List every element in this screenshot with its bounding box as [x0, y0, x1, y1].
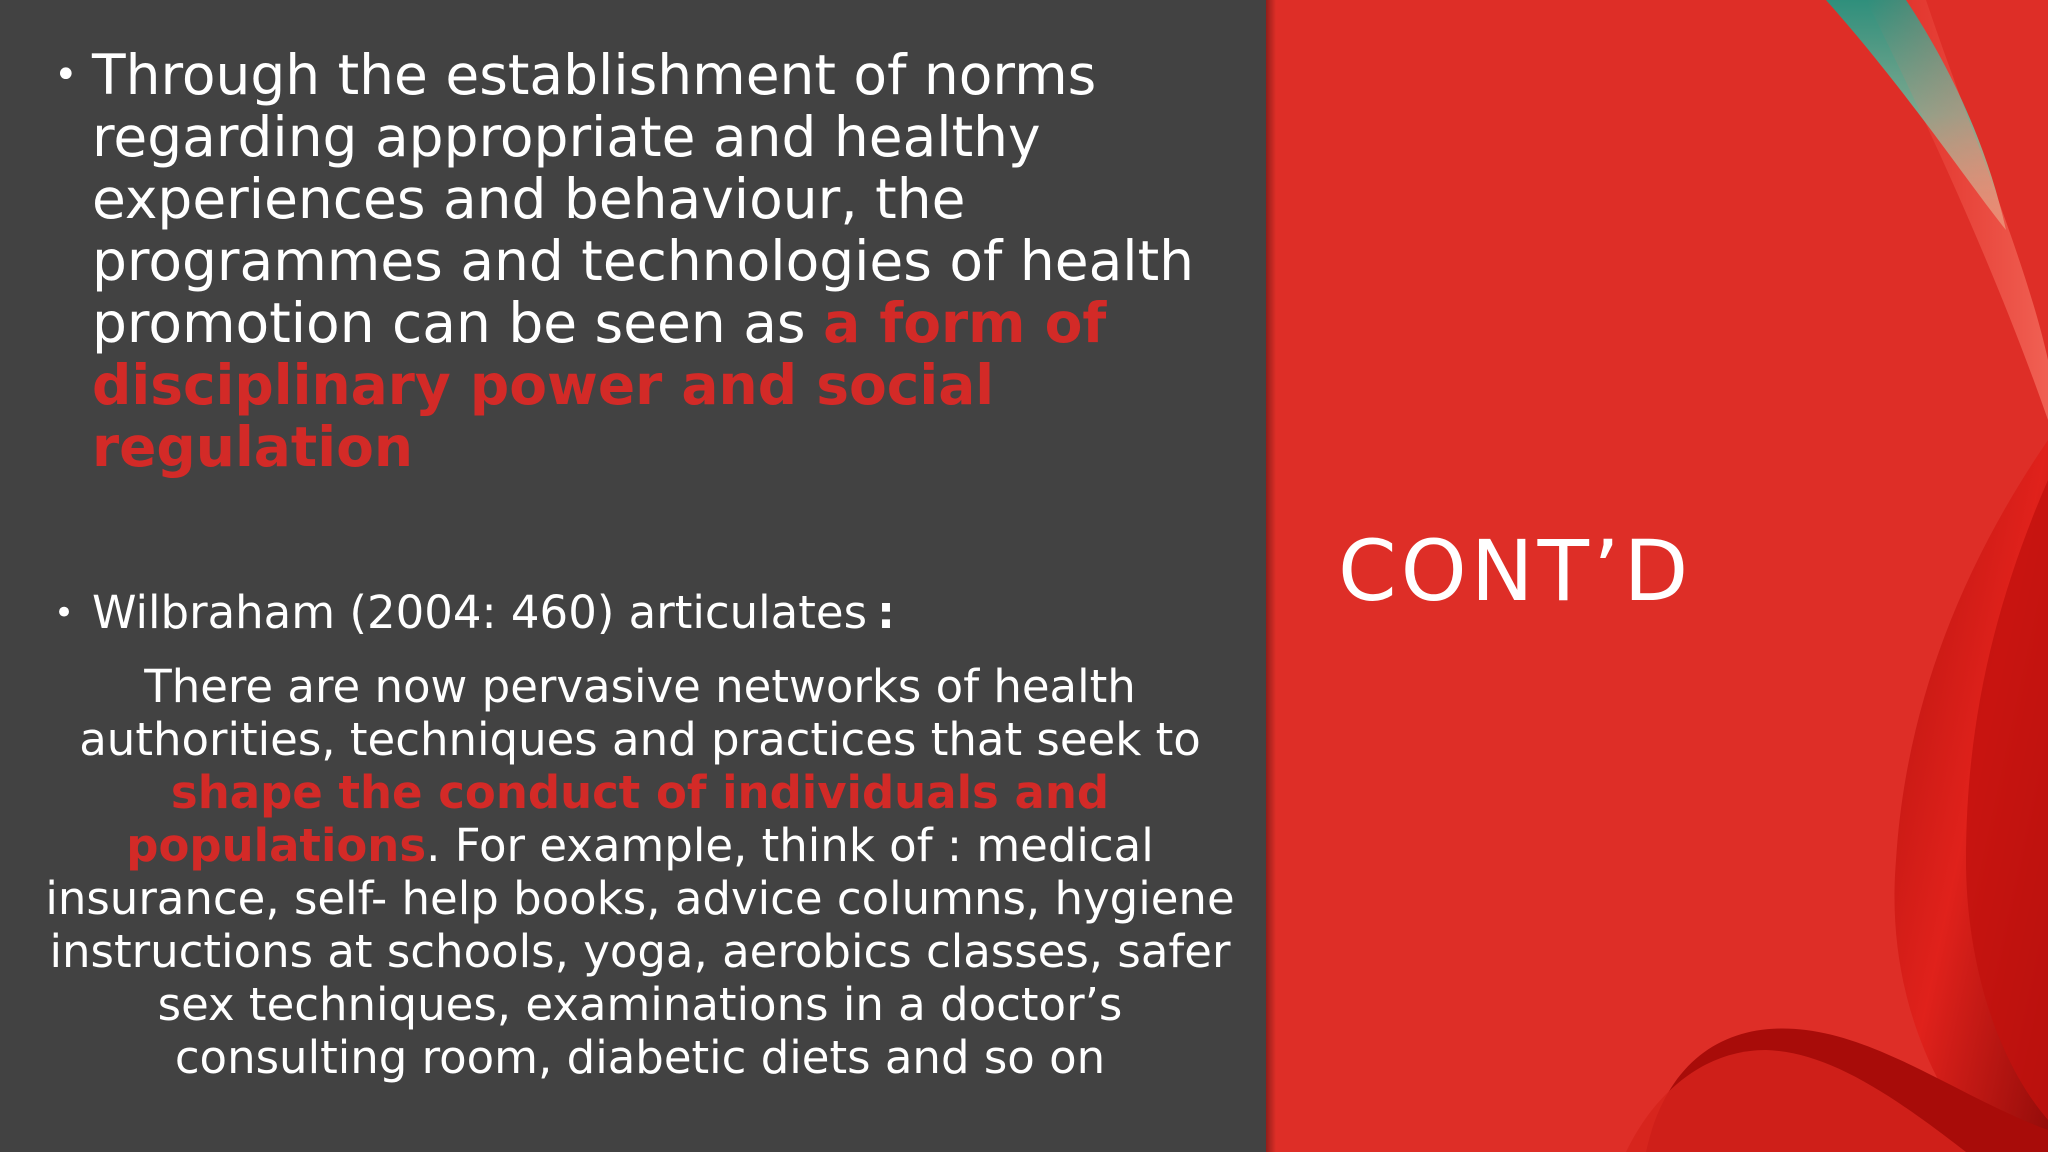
bullet-icon: •	[54, 52, 78, 98]
bullet-item-wilbraham	[54, 582, 1234, 644]
quote-part2: . For example, think of : medical insurance, self- help books, advice columns, hygiene instructions at schools, yoga, aerobics classes, safer sex techniques, examinations in a doctor’s consulting room, diabetic diets and so on	[45, 819, 1235, 1084]
panel-edge-shadow	[1266, 0, 1276, 1152]
quote-block	[40, 660, 1240, 1084]
bullet-text	[92, 582, 1234, 644]
slide-title: CONT’D	[1338, 522, 1693, 620]
bullet-highlight: a form of disciplinary power and social regulation	[92, 291, 1107, 479]
quote-part1: There are now pervasive networks of health authorities, techniques and practices that seek to	[79, 660, 1201, 766]
quote-highlight: shape the conduct of individuals and populations	[126, 766, 1110, 872]
citation-colon: :	[877, 586, 896, 639]
citation-text: Wilbraham (2004: 460) articulates	[92, 586, 868, 639]
bullet-icon: •	[54, 593, 75, 633]
bullet-text	[92, 44, 1234, 478]
bullet-body: Through the establishment of norms regarding appropriate and healthy experiences and behaviour, the programmes and technologies of health promotion can be seen as	[92, 43, 1194, 355]
bullet-item-norms	[54, 44, 1234, 478]
